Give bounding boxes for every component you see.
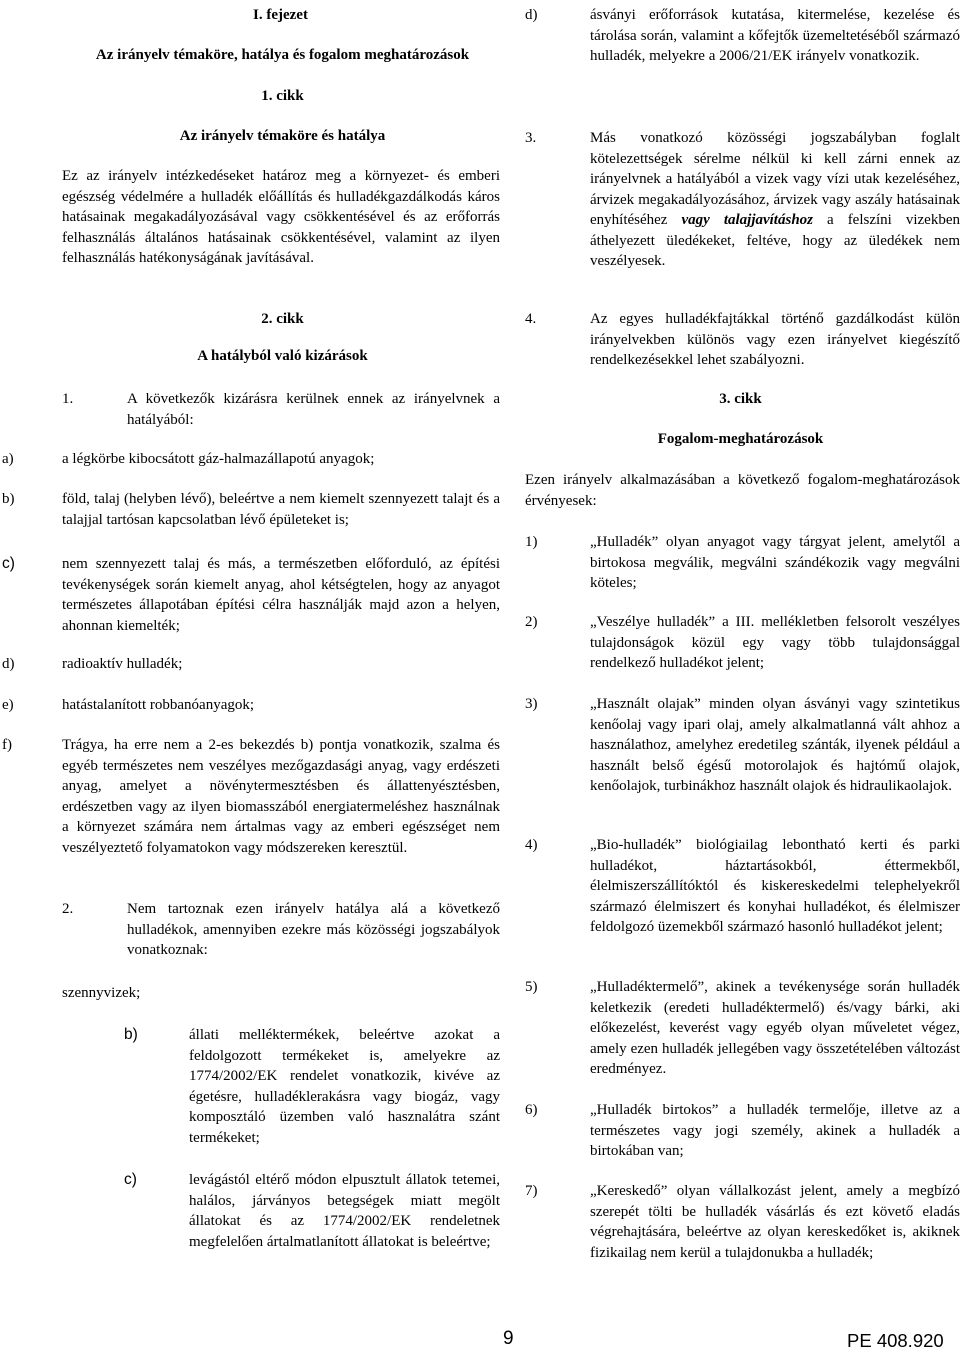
page-number: 9 bbox=[503, 1328, 514, 1349]
definition-4-label: 4) bbox=[525, 837, 538, 853]
article-1-text: Ez az irányelv intézkedéseket határoz meg a környezet- és emberi egészség védelmére a hulladék előállítás és hulladékgazdálkodás káros hatásainak megakadályozásával vagy csökkentésével és az erőforrás felhasználás általános hatásainak csökkentésével, valamint az ilyen felhasználás hatékonyságának javításával. bbox=[62, 168, 500, 266]
definition-7-text: „Kereskedő” olyan vállalkozást jelent, amely a megbízó szerepét tölti be hulladék vásárlás és ezt követő eladás végrehajtására, beleértve az olyan kereskedőket is, akiknek fizikailag nem kerül a tulajdonukba a hulladék; bbox=[590, 1183, 960, 1261]
chapter-title: Az irányelv témaköre, hatálya és fogalom meghatározások bbox=[95, 47, 470, 63]
definition-3-text: „Használt olajak” minden olyan ásványi vagy szintetikus kenőolaj vagy ipari olaj, amely alkalmatlanná vált ahhoz a használathoz, amelyhez eredetileg szánták, ilyenek például a használt belső égésű motorolajok és hajtómű olajok, kenőolajok, turbinákhoz használt olajok és hidraulikaolajok. bbox=[590, 696, 960, 794]
document-reference: PE 408.920 bbox=[847, 1330, 944, 1351]
paragraph-2-text: Nem tartoznak ezen irányelv hatálya alá a következő hulladékok, amennyiben ezekre más közösségi jogszabályok vonatkoznak: bbox=[127, 901, 500, 958]
definition-7-label: 7) bbox=[525, 1183, 538, 1199]
paragraph-4-number: 4. bbox=[525, 311, 537, 327]
item-d-text: radioaktív hulladék; bbox=[62, 656, 183, 672]
article-3-title: Fogalom-meghatározások bbox=[657, 431, 824, 447]
item-f-label: f) bbox=[2, 737, 12, 753]
item-a-label: a) bbox=[2, 451, 14, 467]
paragraph-4-text: Az egyes hulladékfajtákkal történő gazdálkodást külön irányelvekben különös vagy ezen irányelvet kiegészítő rendelkezésekkel lehet szabályozni. bbox=[590, 311, 960, 368]
paragraph-3-emphasis: vagy talajjavításhoz bbox=[681, 212, 813, 228]
sub-item-b-text: állati melléktermékek, beleértve azokat a feldolgozott termékeket is, amelyekre az 1774/2002/EK rendelet vonatkozik, kivéve az égetésre, hulladéklerakásra vagy biogáz, vagy komposztáló üzemben való hasznalátra szánt termékeket; bbox=[189, 1027, 500, 1146]
paragraph-3-text: Más vonatkozó közösségi jogszabályban foglalt kötelezettségek sérelme nélkül ki kell zárni ennek az irányelvnek a hatályából a vizek vagy vízi utak kezeléséhez, árvizek megakadályozásához, árvizek vagy aszály hatásainak enyhítéséhez vagy talajjavításhoz a felszíni vizekben áthelyezett üledékeket, feltéve, hogy az üledékek nem veszélyesek. bbox=[590, 130, 960, 269]
item-d-mineral-label: d) bbox=[525, 7, 538, 23]
item-a-text: a légkörbe kibocsátott gáz-halmazállapotú anyagok; bbox=[62, 451, 375, 467]
sub-item-c-label: c) bbox=[124, 1171, 137, 1188]
article-3-number: 3. cikk bbox=[719, 391, 762, 407]
article-2-title: A hatályból való kizárások bbox=[197, 348, 368, 364]
sub-item-c-text: levágástól eltérő módon elpusztult állatok tetemei, halálos, járványos betegségek miatt megölt állatokat és az 1774/2002/EK rendeletnek megfelelően ártalmatlanított állatokat is beleértve; bbox=[189, 1172, 500, 1250]
item-e-label: e) bbox=[2, 697, 14, 713]
item-e-text: hatástalanított robbanóanyagok; bbox=[62, 697, 255, 713]
item-b-text: föld, talaj (helyben lévő), beleértve a nem kiemelt szennyezett talajt és a talajjal tartósan kapcsolatban lévő épületeket is; bbox=[62, 491, 500, 528]
item-d-label: d) bbox=[2, 656, 15, 672]
definition-5-label: 5) bbox=[525, 979, 538, 995]
definition-5-text: „Hulladéktermelő”, akinek a tevékenysége során hulladék keletkezik (eredeti hulladéktermelő) és/vagy bárki, aki előkezelést, keverést vagy egyéb olyan műveletet végez, amely ezen hulladék jellegében vagy összetételében változást eredményez. bbox=[590, 979, 960, 1077]
article-1-number: 1. cikk bbox=[261, 88, 304, 104]
article-2-number: 2. cikk bbox=[261, 311, 304, 327]
item-d-mineral-text: ásványi erőforrások kutatása, kitermelése, kezelése és tárolása során, valamint a kőfejtők üzemeltetéséből származó hulladék, melyekre a 2006/21/EK irányelv vonatkozik. bbox=[590, 7, 960, 64]
definition-2-text: „Veszélye hulladék” a III. mellékletben felsorolt veszélyes tulajdonságok közül egy vagy több tulajdonsággal rendelkező hulladékot jelent; bbox=[590, 614, 960, 671]
paragraph-1-text: A következők kizárásra kerülnek ennek az irányelvnek a hatályából: bbox=[127, 391, 500, 428]
item-b-label: b) bbox=[2, 491, 15, 507]
paragraph-3-number: 3. bbox=[525, 130, 537, 146]
definition-1-label: 1) bbox=[525, 534, 538, 550]
item-c-text: nem szennyezett talaj és más, a természetben előforduló, az építési tevékenységek során kiemelt anyag, ahol kétségtelen, hogy az anyagot természetes állapotában építési célra használják majd azon a helyen, ahonnan kiemelték; bbox=[62, 556, 500, 634]
chapter-heading: I. fejezet bbox=[253, 7, 308, 23]
paragraph-1-number: 1. bbox=[62, 391, 74, 407]
article-3-intro: Ezen irányelv alkalmazásában a következő fogalom-meghatározások érvényesek: bbox=[525, 472, 960, 509]
waste-water-item: szennyvizek; bbox=[62, 985, 141, 1001]
definition-2-label: 2) bbox=[525, 614, 538, 630]
definition-6-label: 6) bbox=[525, 1102, 538, 1118]
definition-3-label: 3) bbox=[525, 696, 538, 712]
sub-item-b-label: b) bbox=[124, 1026, 138, 1043]
item-c-label: c) bbox=[2, 555, 15, 572]
definition-6-text: „Hulladék birtokos” a hulladék termelője, illetve az a természetes vagy jogi személy, akinek a hulladék a birtokában van; bbox=[590, 1102, 960, 1159]
paragraph-2-number: 2. bbox=[62, 901, 74, 917]
article-1-title: Az irányelv témaköre és hatálya bbox=[179, 128, 386, 144]
definition-1-text: „Hulladék” olyan anyagot vagy tárgyat jelent, amelytől a birtokosa megválik, megválni szándékozik vagy megválni köteles; bbox=[590, 534, 960, 591]
definition-4-text: „Bio-hulladék” biológiailag lebontható kerti és parki hulladékot, háztartásokból, éttermekből, élelmiszerszállítóktól és kiskereskedelmi telephelyekről származó élelmiszert és konyhai hulladékot, és élelmiszer feldolgozó üzemekből származó hasonló hulladékot jelent; bbox=[590, 837, 960, 935]
item-f-text: Trágya, ha erre nem a 2-es bekezdés b) pontja vonatkozik, szalma és egyéb természetes nem veszélyes mezőgazdasági anyag, vagy erdészeti anyag, amelyet a növénytermesztésben és állattenyésztésben, erdészetben vagy az ilyen biomasszából energiatermeléshez használnak a környezet számára nem ártalmas vagy az emberi egészséget nem veszélyeztető folyamatokon vagy módszereken keresztül. bbox=[62, 737, 500, 856]
